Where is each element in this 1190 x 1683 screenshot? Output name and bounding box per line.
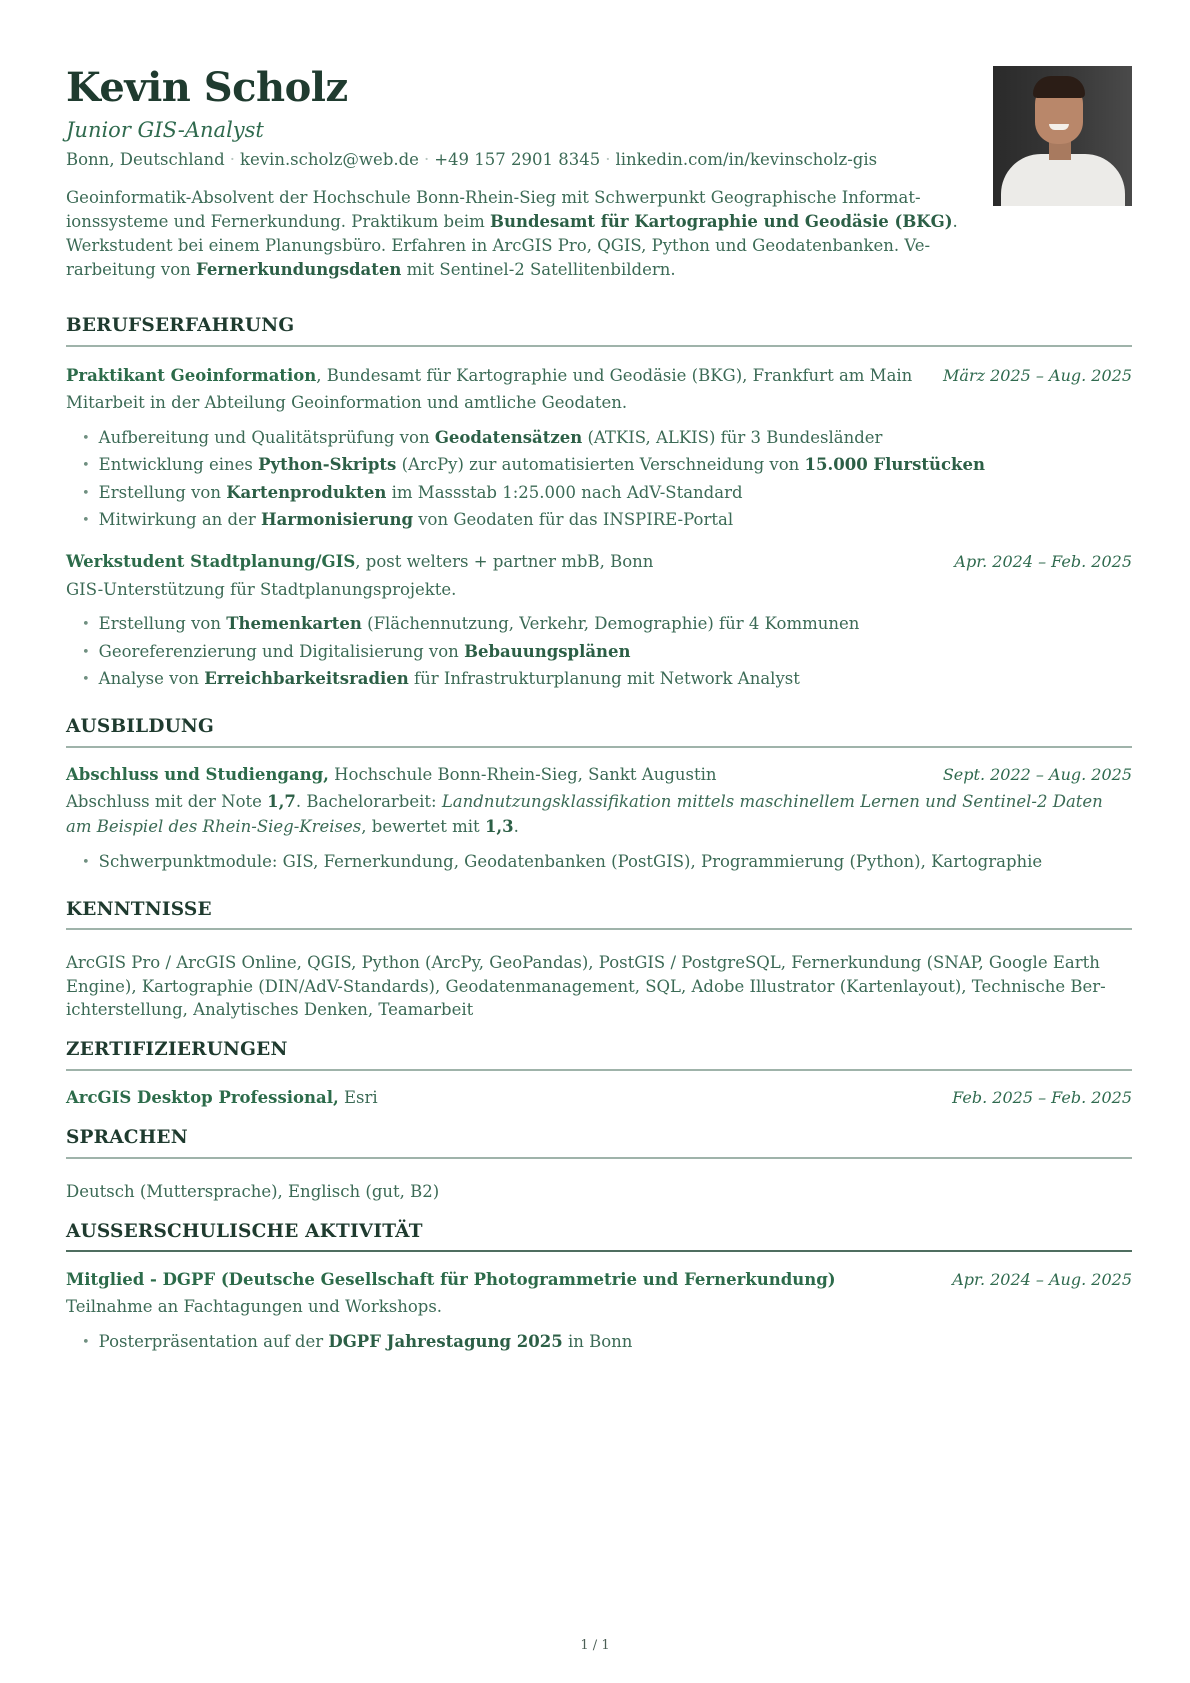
entry-role: Werkstudent Stadtplanung/GIS (66, 552, 356, 571)
location: Bonn, Deutschland (66, 150, 225, 169)
skills-line: Engine), Kartographie (DIN/AdV-Standards), Geodatenmanagement, SQL, Adobe Illustrator (Kartenlayout), Technische Ber- (66, 977, 1106, 996)
candidate-name: Kevin Scholz (66, 64, 348, 111)
contact-line (66, 150, 877, 169)
entry-date: Apr. 2024 – Aug. 2025 (952, 1270, 1132, 1289)
bullet-item: • Aufbereitung und Qualitätsprüfung von Geodatensätzen (ATKIS, ALKIS) für 3 Bundesländer (82, 428, 882, 447)
section-title: BERUFSERFAHRUNG (66, 315, 295, 336)
section-title: AUSSERSCHULISCHE AKTIVITÄT (66, 1221, 423, 1242)
photo-shirt (1001, 154, 1125, 206)
separator: · (605, 150, 611, 169)
bullet-item: • Erstellung von Kartenprodukten im Massstab 1:25.000 nach AdV-Standard (82, 483, 743, 502)
section-divider (66, 1069, 1132, 1071)
entry-role: Praktikant Geoinformation (66, 366, 317, 385)
section-title: ZERTIFIZIERUNGEN (66, 1039, 288, 1060)
separator: · (423, 150, 430, 169)
profile-photo (993, 66, 1132, 206)
section-title: KENNTNISSE (66, 899, 212, 920)
entry-role: ArcGIS Desktop Professional, (66, 1088, 339, 1107)
separator: · (229, 150, 235, 169)
entry-role: Mitglied - DGPF (Deutsche Gesellschaft für Photogrammetrie und Fernerkundung) (66, 1270, 836, 1289)
certification-entry (66, 1088, 1132, 1107)
section-divider (66, 345, 1132, 347)
activity-entry-header (66, 1270, 1132, 1289)
section-divider (66, 746, 1132, 748)
entry-date: Feb. 2025 – Feb. 2025 (952, 1088, 1132, 1107)
summary-highlight: Fernerkundungsdaten (196, 260, 402, 279)
email-link[interactable]: kevin.scholz@web.de (239, 150, 419, 169)
entry-description: Mitarbeit in der Abteilung Geoinformation und amtliche Geodaten. (66, 393, 628, 412)
entry-date: Apr. 2024 – Feb. 2025 (954, 552, 1132, 571)
languages-text: Deutsch (Muttersprache), Englisch (gut, B2) (66, 1182, 440, 1201)
section-title: AUSBILDUNG (66, 716, 215, 737)
bullet-item: • Posterpräsentation auf der DGPF Jahrestagung 2025 in Bonn (82, 1332, 632, 1351)
bullet-item: • Mitwirkung an der Harmonisierung von Geodaten für das INSPIRE-Portal (82, 510, 733, 529)
entry-org: Esri (338, 1088, 378, 1107)
skills-line: ArcGIS Pro / ArcGIS Online, QGIS, Python (ArcPy, GeoPandas), PostGIS / PostgreSQL, Fernerkundung (SNAP, Google Earth (66, 953, 1100, 972)
section-title: SPRACHEN (66, 1127, 188, 1148)
phone-number[interactable]: +49 157 2901 8345 (434, 150, 601, 169)
bullet-item: • Schwerpunktmodule: GIS, Fernerkundung, Geodatenbanken (PostGIS), Programmierung (Python), Kartographie (82, 852, 1042, 871)
profile-summary (66, 186, 966, 282)
education-entry-header (66, 765, 1132, 784)
summary-text: . Werkstudent bei einem Planungsbüro. Erfahren in ArcGIS Pro, QGIS, Python und Geodatenbanken. Ve-rarbeitung von (66, 212, 958, 279)
education-details-line2: am Beispiel des Rhein-Sieg-Kreises, bewertet mit 1,3. (66, 817, 519, 836)
entry-org: , post welters + partner mbB, Bonn (355, 552, 654, 571)
entry-role: Abschluss und Studiengang, (66, 765, 329, 784)
experience-entry-header (66, 552, 1132, 571)
section-divider (66, 1250, 1132, 1252)
entry-description: GIS-Unterstützung für Stadtplanungsprojekte. (66, 580, 457, 599)
section-divider (66, 1157, 1132, 1159)
entry-org: Hochschule Bonn-Rhein-Sieg, Sankt Augustin (328, 765, 717, 784)
bullet-item: • Entwicklung eines Python-Skripts (ArcPy) zur automatisierten Verschneidung von 15.000 Flurstücken (82, 455, 985, 474)
photo-smile (1049, 124, 1069, 130)
photo-hair (1033, 76, 1085, 98)
skills-line: ichterstellung, Analytisches Denken, Teamarbeit (66, 1000, 474, 1019)
education-details-line1: Abschluss mit der Note 1,7. Bachelorarbeit: Landnutzungsklassifikation mittels maschinellem Lernen und Sentinel-2 Daten (66, 792, 1103, 811)
linkedin-link[interactable]: linkedin.com/in/kevinscholz-gis (615, 150, 878, 169)
bullet-item: • Georeferenzierung und Digitalisierung von Bebauungsplänen (82, 642, 631, 661)
entry-org: , Bundesamt für Kartographie und Geodäsie (BKG), Frankfurt am Main (316, 366, 913, 385)
page-number: 1 / 1 (580, 1638, 610, 1653)
entry-date: Sept. 2022 – Aug. 2025 (942, 765, 1132, 784)
bullet-item: • Erstellung von Themenkarten (Flächennutzung, Verkehr, Demographie) für 4 Kommunen (82, 614, 859, 633)
entry-description: Teilnahme an Fachtagungen und Workshops. (66, 1297, 443, 1316)
summary-highlight: Bundesamt für Kartographie und Geodäsie (BKG) (490, 212, 953, 231)
experience-entry-header (66, 366, 1132, 385)
section-divider (66, 928, 1132, 930)
bullet-item: • Analyse von Erreichbarkeitsradien für Infrastrukturplanung mit Network Analyst (82, 669, 800, 688)
summary-text: Geoinformatik-Absolvent der Hochschule Bonn-Rhein-Sieg mit Schwerpunkt Geographische Informat-ionssysteme und Fernerkundung. Praktikum beim (66, 188, 921, 231)
job-title: Junior GIS-Analyst (66, 118, 264, 142)
entry-date: März 2025 – Aug. 2025 (943, 366, 1132, 385)
summary-text: mit Sentinel-2 Satellitenbildern. (401, 260, 676, 279)
